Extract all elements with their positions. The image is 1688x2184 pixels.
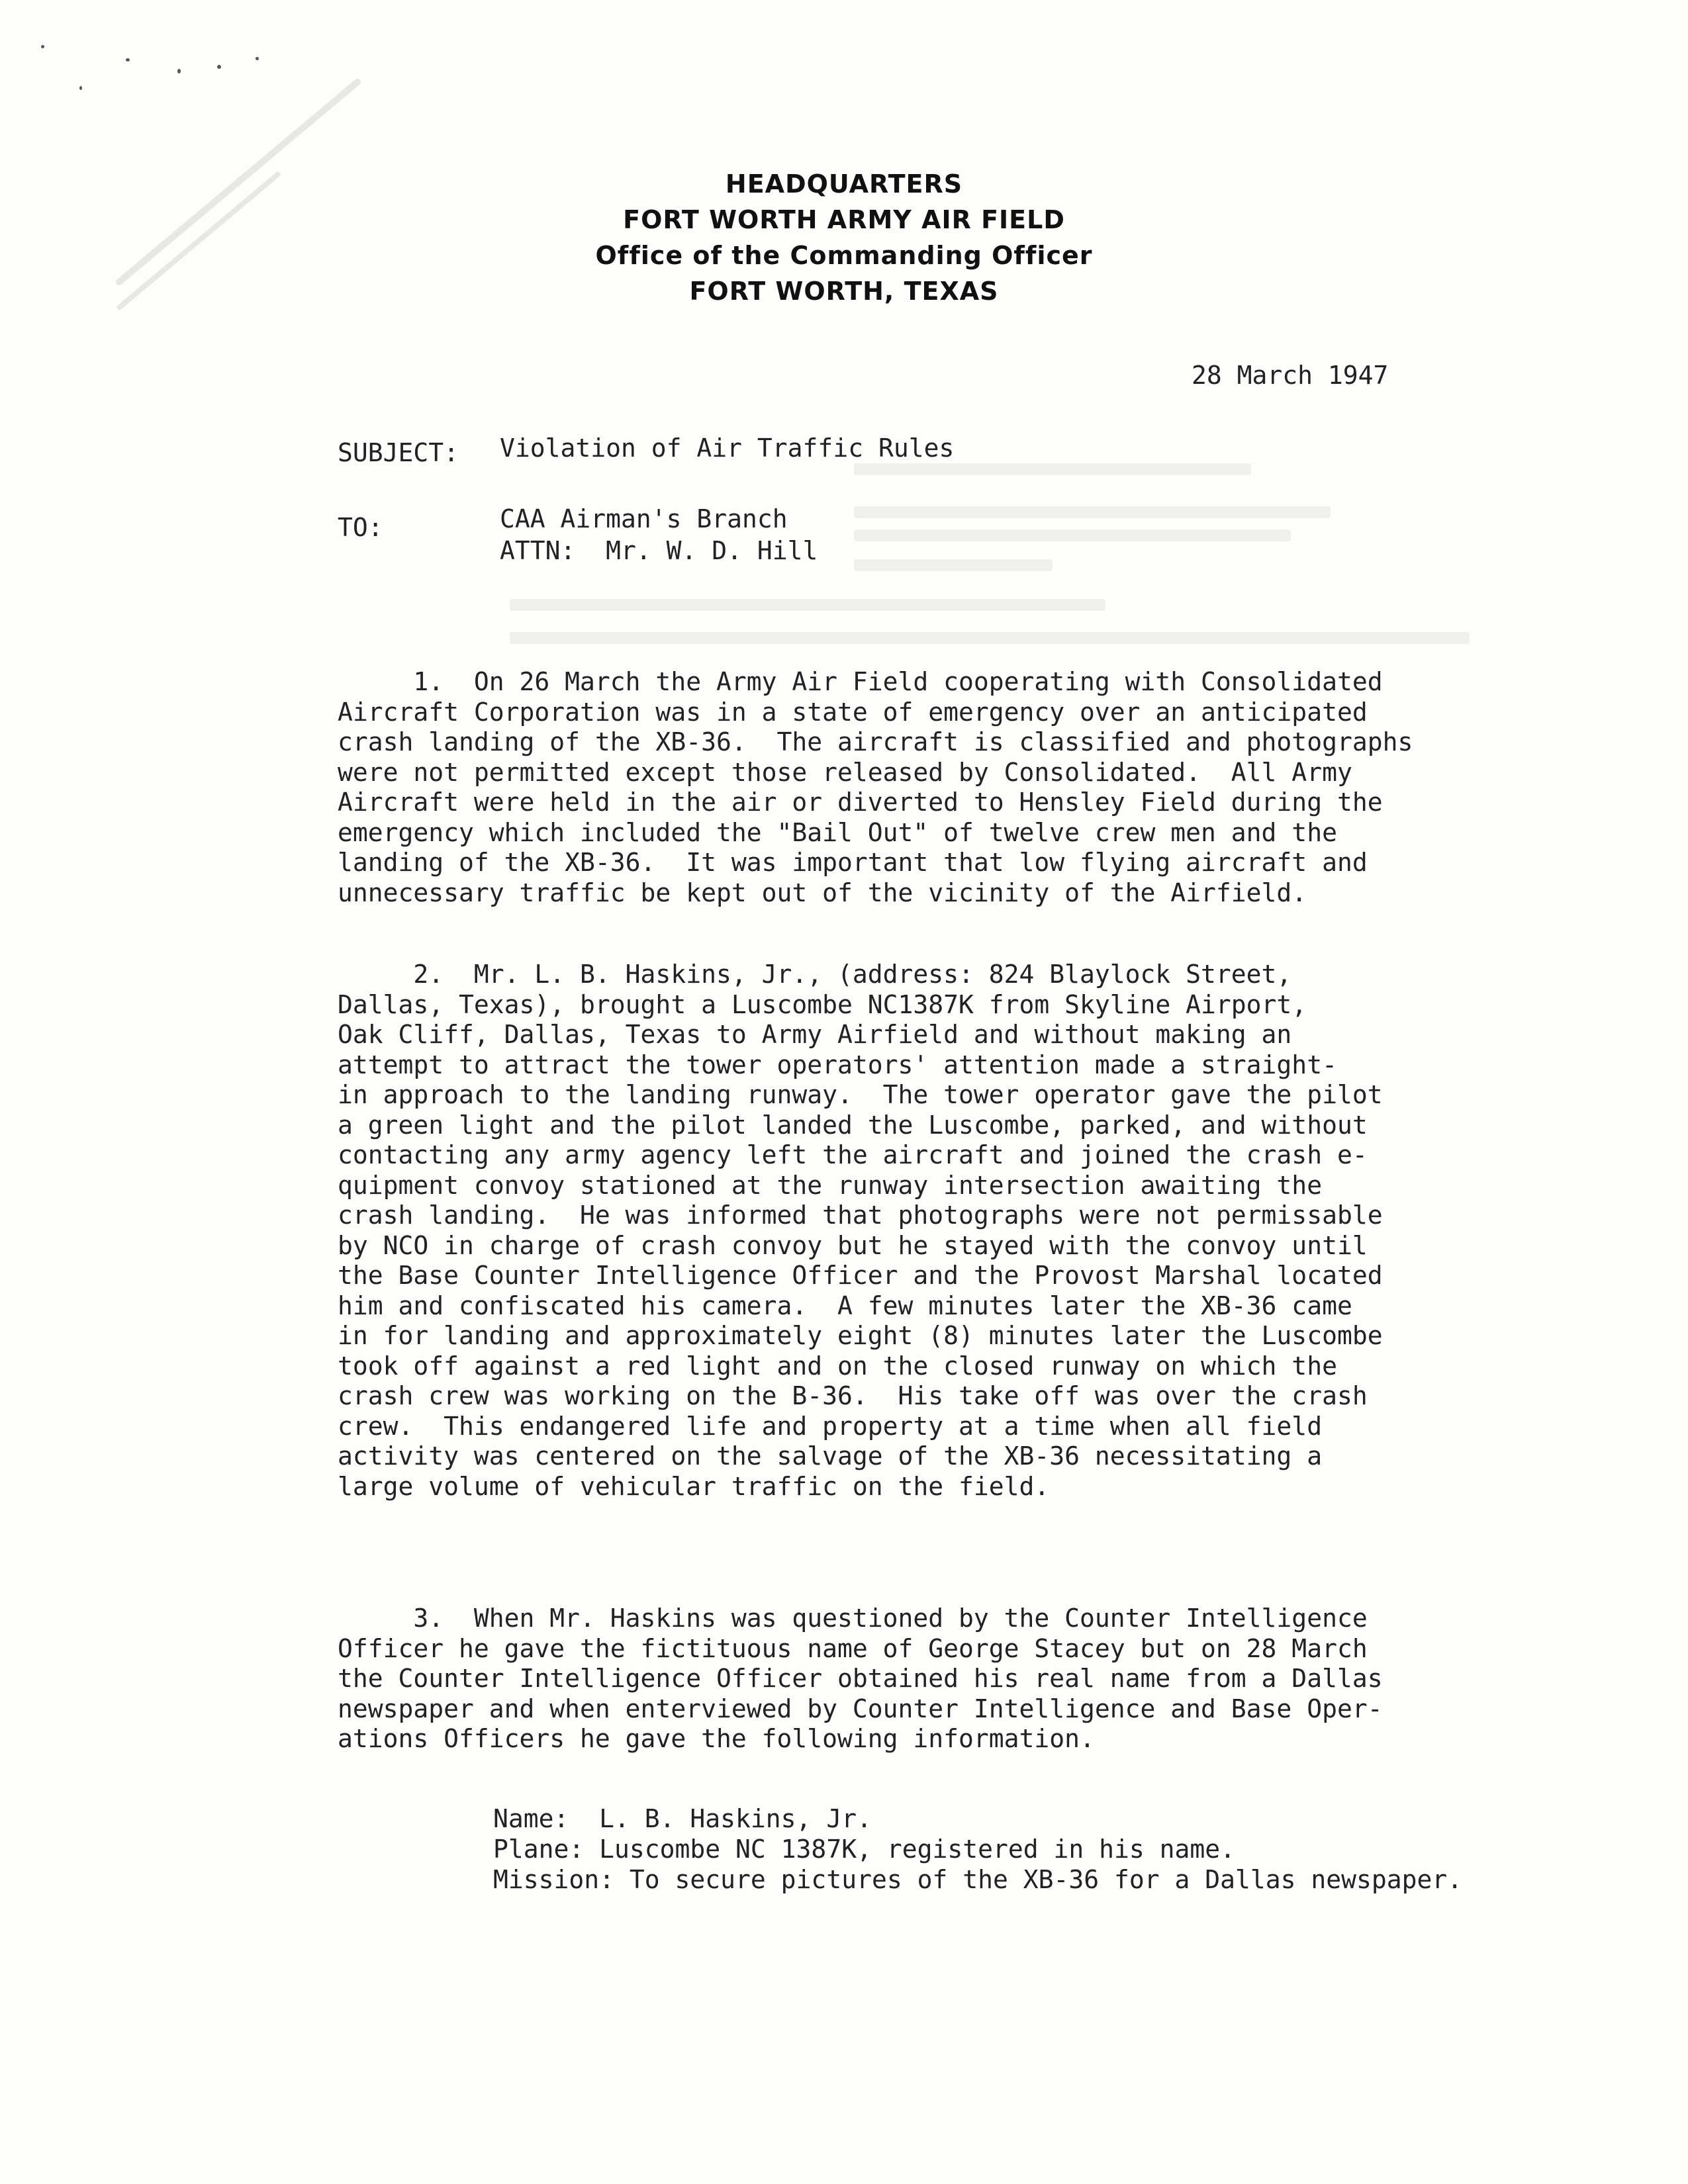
paragraph-line: Aircraft were held in the air or diverted to Hensley Field during the	[338, 788, 1383, 817]
info-mission: Mission: To secure pictures of the XB-36 for a Dallas newspaper.	[493, 1865, 1463, 1894]
paragraph-line: in for landing and approximately eight (8) minutes later the Luscombe	[338, 1321, 1383, 1350]
scan-speck	[217, 65, 221, 69]
scan-speck	[177, 69, 181, 73]
bleed-through	[854, 559, 1053, 571]
bleed-through	[854, 463, 1251, 475]
letterhead-unit: FORT WORTH ARMY AIR FIELD	[623, 205, 1065, 234]
bleed-through	[510, 599, 1105, 611]
paragraph-line: large volume of vehicular traffic on the field.	[338, 1471, 1050, 1501]
paragraph-line: crew. This endangered life and property at a time when all field	[338, 1411, 1323, 1441]
paragraph-3	[338, 1604, 1496, 1754]
paragraph-line: were not permitted except those released by Consolidated. All Army	[338, 757, 1352, 787]
paragraph-line: newspaper and when enterviewed by Counter Intelligence and Base Oper-	[338, 1694, 1383, 1723]
bleed-through	[510, 632, 1470, 644]
paragraph-line: crash crew was working on the B-36. His take off was over the crash	[338, 1381, 1368, 1410]
subject-label: SUBJECT:	[338, 438, 459, 467]
paragraph-2	[338, 960, 1496, 1502]
paragraph-line: Dallas, Texas), brought a Luscombe NC1387K from Skyline Airport,	[338, 989, 1307, 1019]
paragraph-line: emergency which included the "Bail Out" of twelve crew men and the	[338, 817, 1337, 847]
paragraph-line: activity was centered on the salvage of the XB-36 necessitating a	[338, 1441, 1323, 1471]
to-attn-line: ATTN: Mr. W. D. Hill	[500, 536, 818, 565]
paragraph-line: crash landing. He was informed that photographs were not permissable	[338, 1201, 1383, 1230]
letterhead-office: Office of the Commanding Officer	[595, 241, 1093, 270]
paragraph-line: crash landing of the XB-36. The aircraft is classified and photographs	[338, 727, 1413, 756]
paragraph-line: unnecessary traffic be kept out of the vicinity of the Airfield.	[338, 878, 1307, 907]
paragraph-line: quipment convoy stationed at the runway intersection awaiting the	[338, 1170, 1323, 1200]
letterhead-location: FORT WORTH, TEXAS	[689, 277, 999, 306]
paragraph-line: landing of the XB-36. It was important that low flying aircraft and	[338, 848, 1368, 877]
paragraph-line: a green light and the pilot landed the Luscombe, parked, and without	[338, 1110, 1368, 1140]
paragraph-line: the Base Counter Intelligence Officer and the Provost Marshal located	[338, 1261, 1383, 1290]
paragraph-1	[338, 667, 1496, 908]
paragraph-line: ations Officers he gave the following information.	[338, 1724, 1095, 1753]
info-plane: Plane: Luscombe NC 1387K, registered in his name.	[493, 1835, 1236, 1864]
paragraph-line: 2. Mr. L. B. Haskins, Jr., (address: 824 Blaylock Street,	[338, 960, 1292, 989]
paragraph-line: by NCO in charge of crash convoy but he stayed with the convoy until	[338, 1230, 1368, 1260]
paragraph-line: 3. When Mr. Haskins was questioned by the Counter Intelligence	[338, 1604, 1368, 1633]
to-line-1: CAA Airman's Branch	[500, 504, 788, 533]
haskins-information	[493, 1803, 1462, 1895]
paragraph-line: took off against a red light and on the closed runway on which the	[338, 1351, 1337, 1381]
scan-speck	[79, 86, 82, 90]
scan-speck	[126, 58, 130, 62]
subject-value: Violation of Air Traffic Rules	[500, 433, 955, 463]
paragraph-line: Oak Cliff, Dallas, Texas to Army Airfield and without making an	[338, 1020, 1292, 1049]
paragraph-line: attempt to attract the tower operators' attention made a straight-	[338, 1050, 1337, 1079]
paragraph-line: Officer he gave the fictituous name of George Stacey but on 28 March	[338, 1633, 1368, 1663]
bleed-through	[854, 506, 1331, 518]
letterhead-headquarters: HEADQUARTERS	[725, 169, 963, 199]
to-label: TO:	[338, 513, 383, 542]
paragraph-line: the Counter Intelligence Officer obtained his real name from a Dallas	[338, 1664, 1383, 1693]
bleed-through	[854, 529, 1291, 541]
paragraph-line: him and confiscated his camera. A few minutes later the XB-36 came	[338, 1291, 1352, 1320]
letter-date: 28 March 1947	[1192, 361, 1389, 390]
paragraph-line: 1. On 26 March the Army Air Field cooperating with Consolidated	[338, 667, 1383, 696]
paragraph-line: Aircraft Corporation was in a state of emergency over an anticipated	[338, 697, 1368, 727]
info-name: Name: L. B. Haskins, Jr.	[493, 1804, 872, 1833]
scan-speck	[41, 45, 44, 48]
paragraph-line: in approach to the landing runway. The tower operator gave the pilot	[338, 1080, 1383, 1109]
scan-speck	[256, 57, 259, 60]
paragraph-line: contacting any army agency left the aircraft and joined the crash e-	[338, 1140, 1368, 1169]
